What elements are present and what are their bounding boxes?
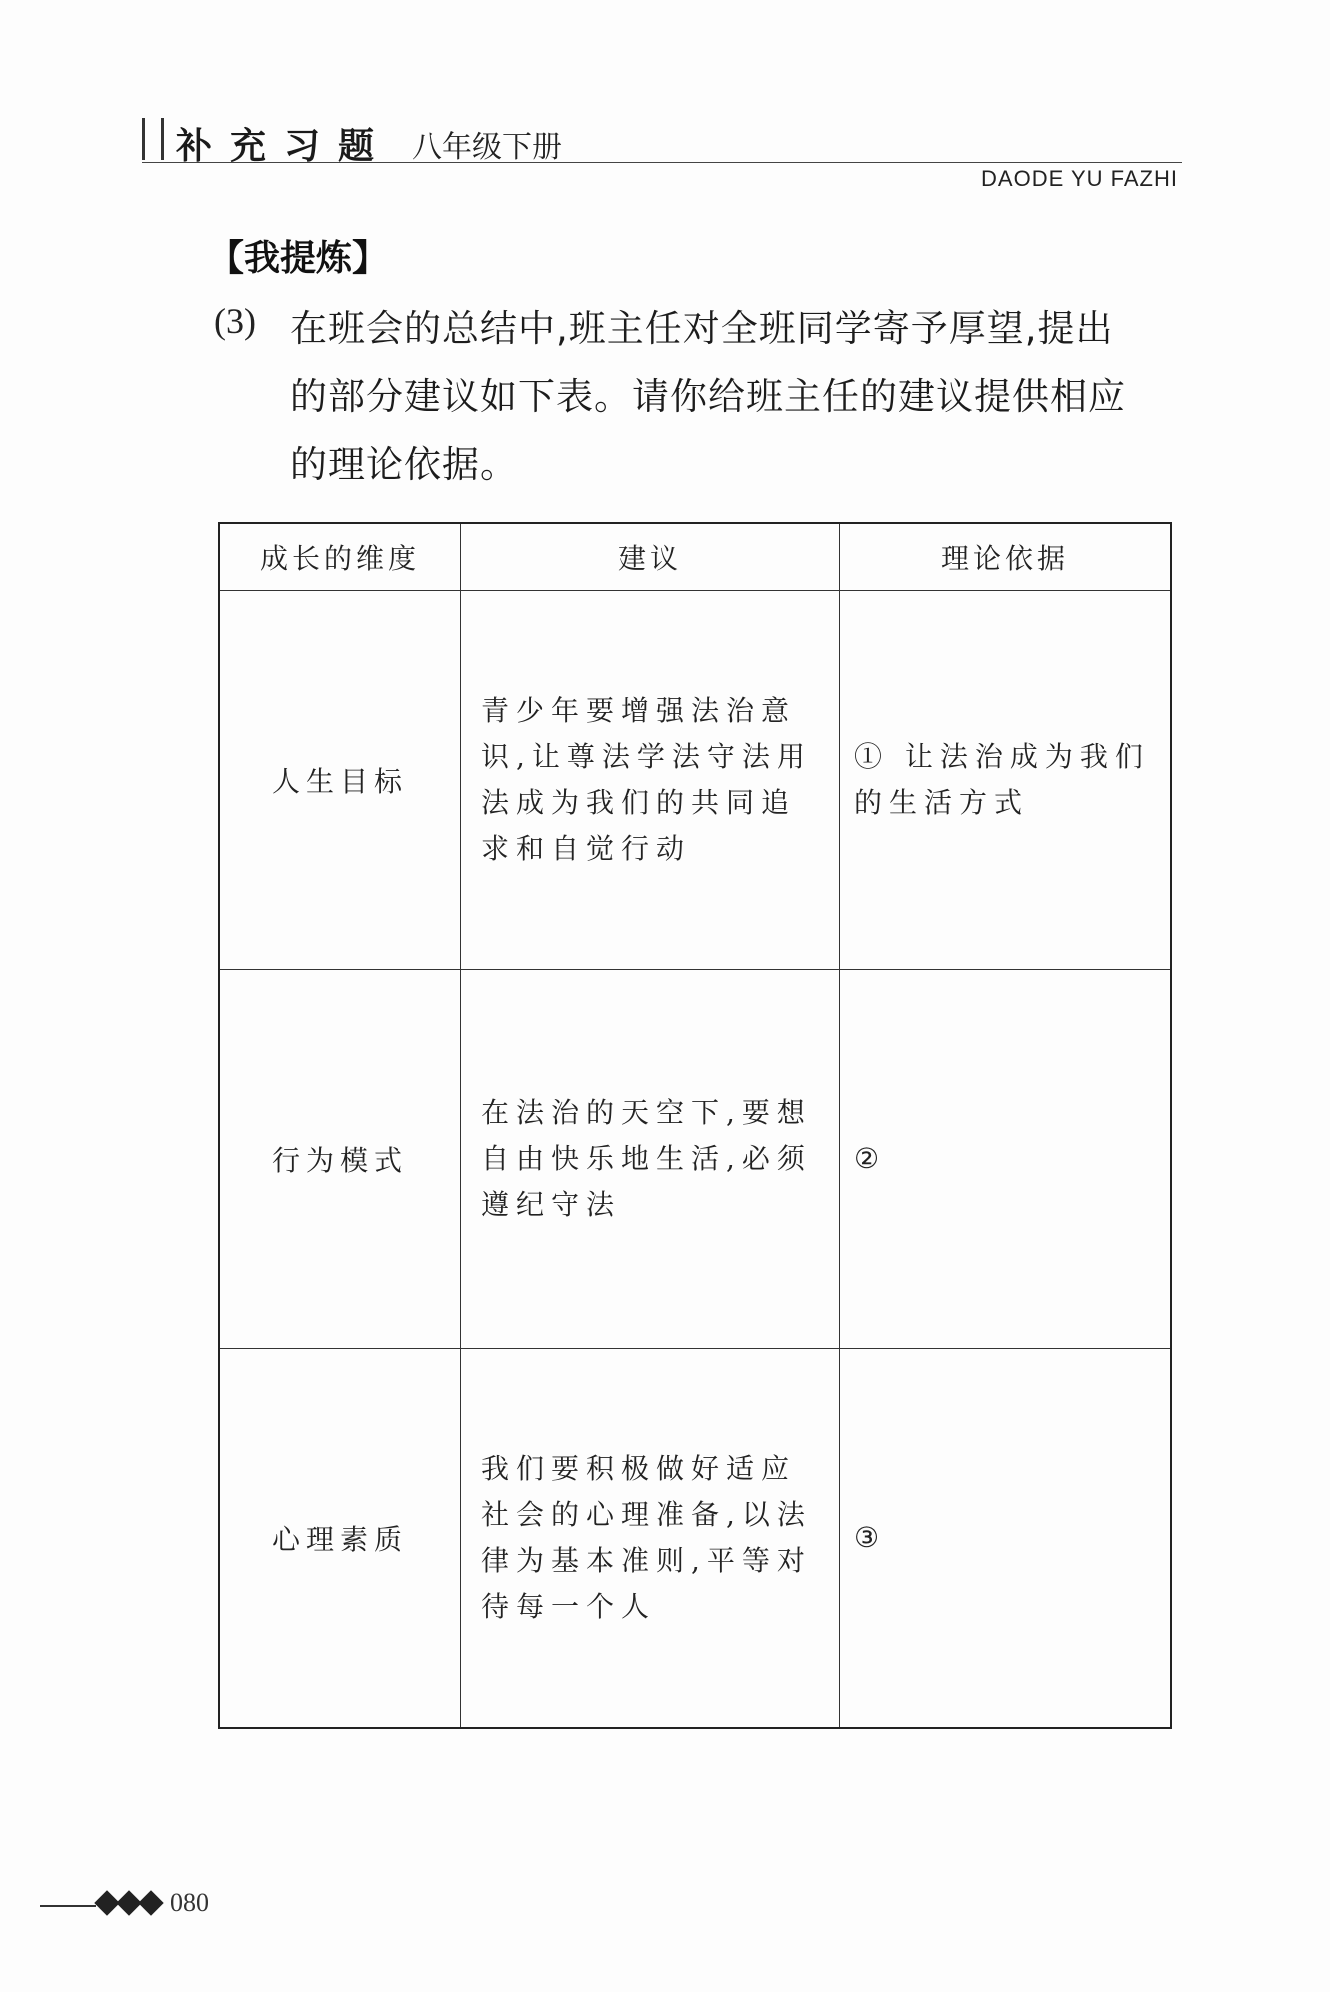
header-rule — [142, 162, 1182, 163]
table-row — [219, 591, 1171, 970]
question-number: (3) — [214, 301, 256, 341]
page-number: 080 — [170, 1888, 209, 1917]
table-header-row — [219, 523, 1171, 591]
suggestion-cell — [461, 1349, 840, 1729]
question-line-1: 在班会的总结中,班主任对全班同学寄予厚望,提出 — [290, 307, 1114, 350]
subject-pinyin: DAODE YU FAZHI — [981, 166, 1178, 191]
column-header-suggestion: 建议 — [461, 523, 840, 591]
suggestion-text: 在法治的天空下,要想自由快乐地生活,必须遵纪守法 — [481, 1096, 812, 1221]
column-header-dimension: 成长的维度 — [219, 523, 461, 591]
basis-cell[interactable] — [840, 1349, 1172, 1729]
basis-text: ③ — [854, 1521, 887, 1554]
basis-text: ① 让法治成为我们的生活方式 — [854, 740, 1150, 819]
suggestion-text: 青少年要增强法治意识,让尊法学法守法用法成为我们的共同追求和自觉行动 — [481, 694, 812, 865]
section-heading: 【我提炼】 — [208, 238, 389, 279]
dimension-cell: 行为模式 — [219, 970, 461, 1349]
basis-cell[interactable] — [840, 591, 1172, 970]
question-line-3: 的理论依据。 — [290, 443, 518, 486]
footer-rule — [40, 1905, 96, 1907]
suggestion-cell — [461, 970, 840, 1349]
suggestion-text: 我们要积极做好适应社会的心理准备,以法律为基本准则,平等对待每一个人 — [481, 1452, 812, 1623]
column-header-basis: 理论依据 — [840, 523, 1172, 591]
table-row — [219, 970, 1171, 1349]
header-ornament — [142, 118, 164, 160]
basis-cell[interactable] — [840, 970, 1172, 1349]
basis-text: ② — [854, 1142, 887, 1175]
book-title: 补充习题 — [176, 125, 393, 167]
suggestion-cell — [461, 591, 840, 970]
grade-label: 八年级下册 — [412, 131, 562, 164]
table-row — [219, 1349, 1171, 1729]
dimension-cell: 人生目标 — [219, 591, 461, 970]
question-line-2: 的部分建议如下表。请你给班主任的建议提供相应 — [290, 375, 1126, 418]
dimension-cell: 心理素质 — [219, 1349, 461, 1729]
diamond-icon — [138, 1890, 163, 1915]
suggestion-table — [218, 522, 1172, 1729]
